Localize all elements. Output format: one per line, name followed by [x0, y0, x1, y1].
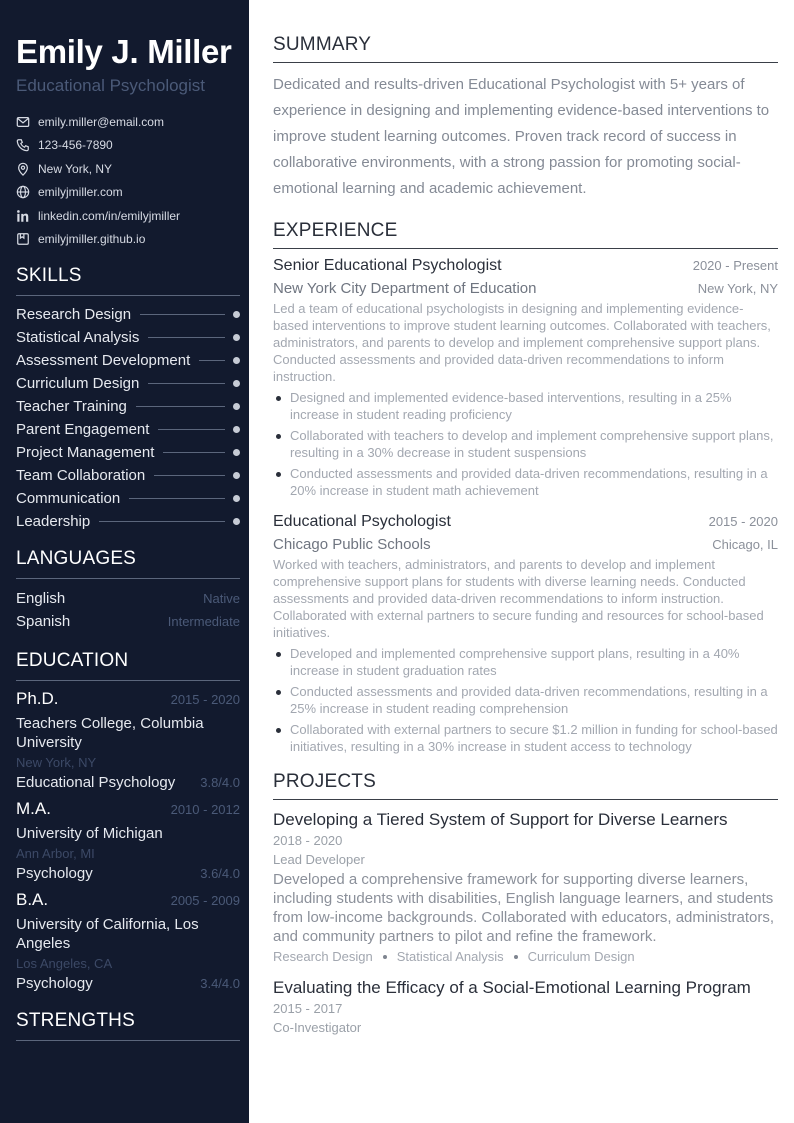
job-entry-location: New York, NY: [697, 281, 778, 296]
project-role: Lead Developer: [273, 852, 365, 867]
contact-website[interactable]: [16, 181, 240, 205]
project-role: Co-Investigator: [273, 1020, 362, 1035]
job-entry-date: 2015 - 2020: [708, 514, 778, 529]
skill-label: Teacher Training: [16, 398, 127, 415]
skill-line: [129, 498, 225, 499]
project-date: 2015 - 2017: [273, 1001, 343, 1016]
skill-line: [154, 475, 225, 476]
skill-label: Research Design: [16, 306, 132, 323]
project-tags: [273, 949, 778, 964]
skill-line: [163, 452, 225, 453]
strengths-heading: STRENGTHS: [16, 1010, 240, 1041]
contact-text: 123-456-7890: [38, 138, 113, 153]
job-title: Educational Psychologist: [16, 76, 206, 95]
location-icon: [16, 162, 30, 176]
person-name: Emily J. Miller: [16, 33, 232, 70]
phone-icon: [16, 138, 30, 152]
contact-portfolio[interactable]: [16, 228, 240, 252]
skill-item: [16, 349, 240, 372]
job-entry-description: Led a team of educational psychologists in designing and implementing evidence-based interventions to improve student learning outcomes. Collaborated with teachers, administrators, and parents to develop and implement comprehensive support plans. Conducted assessments and provided data-driven recommendations to inform instruction.: [273, 301, 771, 384]
project-title: Evaluating the Efficacy of a Social-Emotional Learning Program: [273, 978, 751, 997]
education-list: [16, 689, 240, 992]
school: Teachers College, Columbia University: [16, 715, 204, 751]
skill-item: [16, 487, 240, 510]
skill-dot: [233, 403, 240, 410]
skill-label: Assessment Development: [16, 352, 191, 369]
skill-item: [16, 510, 240, 533]
skill-line: [199, 360, 225, 361]
language-item: [16, 587, 240, 610]
skill-item: [16, 395, 240, 418]
project-title: Developing a Tiered System of Support for Diverse Learners: [273, 810, 728, 829]
job-entry-title: Educational Psychologist: [273, 513, 451, 530]
contact-text: emily.miller@email.com: [38, 114, 164, 129]
contact-text: New York, NY: [38, 161, 113, 176]
project-entry: [273, 809, 778, 964]
experience-section: [273, 220, 778, 755]
skill-line: [158, 429, 225, 430]
job-entry-location: Chicago, IL: [712, 537, 778, 552]
bullet-item: Conducted assessments and provided data-driven recommendations, resulting in a 20% increase in student math achievement: [273, 465, 778, 499]
job-entry: [273, 513, 778, 755]
field-of-study: Psychology: [16, 975, 93, 992]
skill-label: Team Collaboration: [16, 467, 146, 484]
contact-list: [16, 110, 240, 251]
language-name: Spanish: [16, 613, 71, 630]
contact-email[interactable]: [16, 110, 240, 134]
skill-label: Curriculum Design: [16, 375, 140, 392]
degree: M.A.: [16, 799, 51, 818]
github-icon: [16, 232, 30, 246]
skill-line: [148, 337, 225, 338]
education-item: [16, 689, 240, 791]
school-location: New York, NY: [16, 755, 97, 770]
degree: Ph.D.: [16, 689, 59, 708]
skill-item: [16, 372, 240, 395]
skill-line: [148, 383, 225, 384]
experience-heading: EXPERIENCE: [273, 220, 778, 249]
degree: B.A.: [16, 890, 49, 909]
education-item: [16, 890, 240, 992]
contact-text: emilyjmiller.com: [38, 185, 123, 200]
gpa: 3.6/4.0: [200, 866, 240, 881]
bullet-item: Developed and implemented comprehensive support plans, resulting in a 40% increase in student graduation rates: [273, 645, 778, 679]
language-item: [16, 610, 240, 633]
bullet-item: Designed and implemented evidence-based interventions, resulting in a 25% increase in student reading proficiency: [273, 389, 778, 423]
job-entry-description: Worked with teachers, administrators, and parents to develop and implement comprehensive support plans for students with diverse learning needs. Conducted assessments and provided data-driven recommendations to inform instruction. Collaborated with external partners to secure funding and resources for school-based initiatives.: [273, 557, 764, 640]
job-entry: [273, 257, 778, 499]
school-location: Ann Arbor, MI: [16, 846, 95, 861]
contact-text: linkedin.com/in/emilyjmiller: [38, 208, 181, 223]
skill-item: [16, 418, 240, 441]
school-location: Los Angeles, CA: [16, 956, 113, 971]
skill-dot: [233, 472, 240, 479]
bullet-item: Collaborated with external partners to secure $1.2 million in funding for school-based initiatives, resulting in a 30% increase in student access to technology: [273, 721, 778, 755]
skills-heading: SKILLS: [16, 265, 240, 296]
languages-list: [16, 587, 240, 633]
skill-label: Parent Engagement: [16, 421, 150, 438]
sidebar: [0, 0, 249, 1123]
skill-dot: [233, 426, 240, 433]
skill-label: Leadership: [16, 513, 91, 530]
language-level: Intermediate: [167, 614, 240, 629]
skills-list: [16, 303, 240, 533]
summary-text: Dedicated and results-driven Educational Psychologist with 5+ years of experience in designing and implementing evidence-based interventions to improve student learning outcomes. Proven track record of success in collaborative environments, with a strong passion for promoting social-emotional learning and academic achievement.: [273, 76, 770, 197]
education-heading: EDUCATION: [16, 650, 240, 681]
skill-dot: [233, 380, 240, 387]
skill-dot: [233, 357, 240, 364]
skill-label: Project Management: [16, 444, 155, 461]
contact-location: [16, 157, 240, 181]
contact-text: emilyjmiller.github.io: [38, 232, 146, 247]
projects-heading: PROJECTS: [273, 771, 778, 800]
skill-item: [16, 464, 240, 487]
skill-dot: [233, 449, 240, 456]
skill-line: [99, 521, 225, 522]
languages-heading: LANGUAGES: [16, 548, 240, 579]
linkedin-icon: [16, 209, 30, 223]
email-icon: [16, 115, 30, 129]
skill-item: [16, 326, 240, 349]
school: University of Michigan: [16, 825, 163, 842]
project-entry: [273, 977, 778, 1035]
education-item: [16, 799, 240, 882]
education-years: 2005 - 2009: [170, 893, 240, 908]
job-entry-bullets: [273, 645, 778, 755]
project-tag: Curriculum Design: [527, 949, 635, 964]
job-entry-bullets: [273, 389, 778, 499]
job-entry-date: 2020 - Present: [692, 258, 778, 273]
skill-dot: [233, 518, 240, 525]
gpa: 3.4/4.0: [200, 976, 240, 991]
tag-separator: [514, 955, 518, 959]
job-entry-company: Chicago Public Schools: [273, 536, 431, 553]
project-tag: Statistical Analysis: [396, 949, 504, 964]
bullet-item: Collaborated with teachers to develop and implement comprehensive support plans, resulting in a 30% decrease in student suspensions: [273, 427, 778, 461]
school: University of California, Los Angeles: [16, 916, 199, 952]
skill-label: Statistical Analysis: [16, 329, 140, 346]
gpa: 3.8/4.0: [200, 775, 240, 790]
language-level: Native: [203, 591, 240, 606]
skill-dot: [233, 495, 240, 502]
globe-icon: [16, 185, 30, 199]
field-of-study: Psychology: [16, 865, 93, 882]
education-years: 2015 - 2020: [170, 692, 240, 707]
skill-dot: [233, 311, 240, 318]
skill-line: [140, 314, 225, 315]
education-years: 2010 - 2012: [170, 802, 240, 817]
project-date: 2018 - 2020: [273, 833, 343, 848]
skill-label: Communication: [16, 490, 121, 507]
language-name: English: [16, 590, 66, 607]
project-tag: Research Design: [273, 949, 373, 964]
job-entry-company: New York City Department of Education: [273, 280, 537, 297]
job-entry-title: Senior Educational Psychologist: [273, 257, 502, 274]
tag-separator: [383, 955, 387, 959]
projects-section: [273, 771, 778, 1035]
skill-item: [16, 441, 240, 464]
main-content: [273, 34, 778, 1035]
contact-phone[interactable]: [16, 134, 240, 158]
field-of-study: Educational Psychology: [16, 774, 176, 791]
skill-dot: [233, 334, 240, 341]
project-description: Developed a comprehensive framework for supporting diverse learners, including students with disabilities, English language learners, and students from low-income backgrounds. Collaborated with educators, administrators, and community partners to pilot and refine the framework.: [273, 871, 775, 945]
contact-linkedin[interactable]: [16, 204, 240, 228]
skill-line: [136, 406, 225, 407]
bullet-item: Conducted assessments and provided data-driven recommendations, resulting in a 25% increase in student reading comprehension: [273, 683, 778, 717]
skill-item: [16, 303, 240, 326]
summary-heading: SUMMARY: [273, 34, 778, 63]
